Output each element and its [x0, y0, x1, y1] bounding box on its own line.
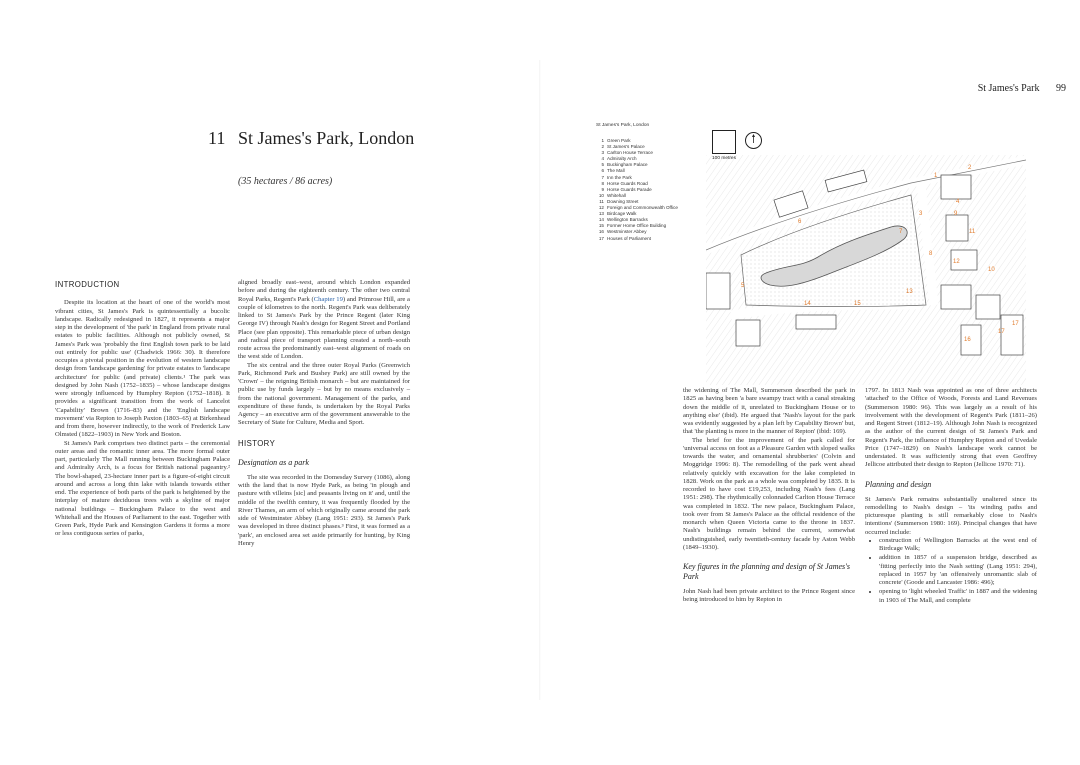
- paragraph: The brief for the improvement of the park called for 'universal access on foot as a Pleasure Garden with sloped walks towards the water, and ornamental shrubberies' (Colvin and Moggridge 1996: 8). The remodelling of the park went ahead relatively quickly with excavation for the lake completed in 1828. Work on the park as a whole was completed by 1835. It is recorded to have cost £19,253, including Nash's fees (Lang 1951: 298). The rhythmically colonnaded Carlton House Terrace was completed in 1832. The new palace, Buckingham Palace, took over from St James's Palace as the official residence of the monarch when Queen Victoria came to the throne in 1837. Nash's buildings remain behind the current, somewhat undistinguished, early twentieth-century facade by Aston Webb (1849–1930).: [683, 436, 855, 551]
- subheading-designation: Designation as a park: [238, 457, 309, 467]
- map-callout-7: 7: [899, 229, 903, 235]
- map-callout-8: 8: [929, 251, 933, 257]
- map-callout-1: 1: [934, 173, 938, 179]
- list-item: • opening to 'light wheeled Traffic' in 1887 and the widening in 1903 of The Mall, and complete: [879, 588, 1037, 605]
- map-frame-icon: [712, 130, 736, 154]
- column-3: [683, 387, 855, 605]
- legend-number: 16: [598, 229, 604, 235]
- section-heading-introduction: INTRODUCTION: [55, 280, 120, 289]
- legend-label: Admiralty Arch: [607, 156, 637, 162]
- map-callout-5: 5: [741, 283, 745, 289]
- legend-number: 17: [598, 235, 604, 241]
- column-2: [238, 279, 410, 548]
- map-callout-6: 6: [798, 219, 802, 225]
- map-callout-3: 3: [919, 211, 923, 217]
- subheading-planning-design: Planning and design: [865, 479, 932, 489]
- legend-label: Wellington Barracks: [607, 217, 648, 223]
- legend-label: Houses of Parliament: [607, 235, 651, 241]
- map-callout-12: 12: [953, 259, 960, 265]
- legend-number: 10: [598, 192, 604, 198]
- map-legend: [596, 138, 706, 242]
- legend-number: 9: [601, 186, 604, 192]
- legend-label: Birdcage Walk: [607, 211, 637, 217]
- legend-label: St James's Palace: [607, 144, 645, 150]
- list-item: • construction of Wellington Barracks at the west end of Birdcage Walk;: [879, 537, 1037, 554]
- north-arrow-icon: [745, 132, 762, 149]
- map-callout-14: 14: [804, 301, 811, 307]
- list-item: • addition in 1857 of a suspension bridge, described as 'fitting perfectly into the Nash setting' (Lang 1951: 294), replaced in 1957 by 'an offensively unromantic slab of concrete' (Goode and Lancaster 1986: 496);: [879, 554, 1037, 587]
- legend-number: 13: [598, 211, 604, 217]
- legend-number: 4: [601, 156, 604, 162]
- legend-number: 3: [601, 150, 604, 156]
- paragraph: the widening of The Mall, Summerson described the park in 1825 as having been 'a bare swampy tract with a canal streaking down the middle of it, unrelated to Buckingham House or to anything else' (ibid). He argued that 'Nash's layout for the park was evidently suggested by a plan left by Capability Brown' but, that 'the planting is more in the manner of Repton' (ibid: 169).: [683, 387, 855, 436]
- legend-number: 7: [601, 174, 604, 180]
- legend-label: Green Park: [607, 138, 631, 143]
- subheading-key-figures: Key figures in the planning and design of St James's Park: [683, 562, 850, 581]
- column-4: [865, 387, 1037, 606]
- paragraph: Despite its location at the heart of one of the world's most vibrant cities, St James's Park is quintessentially a bucolic landscape. Radically redesigned in 1827, it represents a major step in the development of 'the park' in England from private rural estates to public facilities. Although not publicly owned, St James's Park was 'probably the first English town park to be laid out entirely for public use' (Chadwick 1966: 30). It therefore occupies a pivotal position in the evolution of western landscape design from 'landscape gardening' for private estates to 'landscape architecture' for public (and private) clients.¹ The park was designed by John Nash (1752–1835) – whose landscape designs were strongly influenced by Humphry Repton (1752–1818). It provides a significant transition from the work of Lancelot 'Capability' Brown (1716–83) and the 'English landscape movement' via Repton to Joseph Paxton (1803–65) at Birkenhead and from there, however indirectly, to the work of Frederick Law Olmsted (1822–1903) in New York and Boston.: [55, 299, 230, 439]
- paragraph: [238, 279, 410, 362]
- legend-number: 12: [598, 205, 604, 211]
- legend-label: The Mall: [607, 168, 625, 174]
- running-head: [978, 83, 1066, 94]
- legend-label: Westminster Abbey: [607, 229, 647, 235]
- map-callout-2: 2: [968, 165, 972, 171]
- map-callout-11: 11: [969, 229, 976, 235]
- legend-number: 8: [601, 180, 604, 186]
- column-1: [55, 279, 230, 539]
- map-callout-9: 9: [954, 211, 958, 217]
- changes-list: [865, 537, 1037, 605]
- paragraph: 1797. In 1813 Nash was appointed as one of three architects 'attached' to the Office of Woods, Forests and Land Revenues (Summerson 1980: 96). This was largely as a result of his involvement with the development of Regent's Park (1811–26) and Regent Street (1812–19). Although John Nash is recognized as the author of the current design of St James's Park and Regent's Park, the influence of Humphry Repton and of Uvedale Price (1747–1829) on Nash's landscape work cannot be understated. It was sufficiently strong that even Geoffrey Jellicoe attributed their design to Repton (Jellicoe 1970: 71).: [865, 387, 1037, 469]
- paragraph: St James's Park comprises two distinct parts – the ceremonial outer areas and the romantic inner area. The more formal outer part, particularly The Mall running between Buckingham Palace and Admiralty Arch, is a focus for British national pageantry.² The bowl-shaped, 23-hectare inner part is a figure-of-eight circuit around and across a long thin lake with islands towards either end. The experience of both parts of the park is heightened by the interplay of mature deciduous trees with a skyline of major national buildings – Buckingham Palace to the west and Whitehall and the Houses of Parliament to the east. Together with Green Park, Hyde Park and Kensington Gardens it forms a more or less contiguous series of parks,: [55, 439, 230, 538]
- map-callout-15: 15: [854, 301, 861, 307]
- chapter-number: 11: [208, 128, 226, 148]
- running-head-title: St James's Park: [977, 83, 1040, 94]
- chapter-title: St James's Park, London: [238, 128, 415, 148]
- paragraph: John Nash had been private architect to the Prince Regent since being introduced to him by Repton in: [683, 588, 855, 604]
- legend-label: Horse Guards Parade: [607, 186, 652, 192]
- legend-number: 14: [598, 217, 604, 223]
- paragraph: The site was recorded in the Domesday Survey (1086), along with the land that is now Hyde Park, as being 'in plough and pasture with villeins [sic] and peasants living on it' and, until the middle of the twelfth century, it was frequently flooded by the River Thames, an arm of which originally came around the park side of Westminster Abbey (Lang 1951: 293). St James's Park was developed in three distinct phases.³ First, it was formed as a 'park', an enclosed area set aside primarily for hunting, by King Henry: [238, 473, 410, 547]
- page-number: 99: [1056, 83, 1066, 94]
- legend-label: Inn the Park: [607, 174, 632, 180]
- legend-label: Buckingham Palace: [607, 162, 648, 168]
- map-callout-17: 17: [1012, 321, 1019, 327]
- legend-number: 5: [601, 162, 604, 168]
- map-title: St James's Park, London: [596, 123, 650, 128]
- legend-number: 6: [601, 168, 604, 174]
- text-run: ) and Primrose Hill, are a couple of kilometres to the north. Regent's Park was deliberately linked to St James's Park by the Prince Regent (later King George IV) through Nash's design for Regent Street and Portland Place (see plan opposite). This remarkable piece of urban design and radical piece of transport planning created a north–south route across the predominantly east–west alignment of roads on the west side of London.: [238, 295, 410, 361]
- map-callout-16: 16: [964, 337, 971, 343]
- map-callout-10: 10: [988, 267, 995, 273]
- text-run: aligned broadly east–west, around which London expanded before and during the eighteenth century. The other two central Royal Parks, Regent's Park (: [238, 279, 410, 303]
- legend-number: 2: [601, 144, 604, 150]
- chapter-link[interactable]: Chapter 19: [313, 295, 343, 303]
- legend-item: [596, 236, 706, 242]
- legend-label: Former Home Office Building: [607, 223, 667, 229]
- map-callout-17: 17: [998, 329, 1005, 335]
- legend-number: 1: [601, 138, 604, 143]
- park-map: [706, 155, 1026, 385]
- section-heading-history: HISTORY: [238, 438, 276, 448]
- legend-number: 11: [599, 198, 604, 204]
- legend-label: Horse Guards Road: [607, 180, 648, 186]
- page-gutter: [539, 60, 541, 700]
- legend-label: Downing Street: [607, 198, 639, 204]
- paragraph: St James's Park remains substantially unaltered since its remodelling to Nash's design – 'its winding paths and picturesque planting is still remarkably close to Nash's intentions' (Summerson 1980: 169). Principal changes that have occurred include:: [865, 495, 1037, 536]
- chapter-subtitle: (35 hectares / 86 acres): [238, 176, 333, 187]
- paragraph: The six central and the three outer Royal Parks (Greenwich Park, Richmond Park and Bushey Park) are still owned by the 'Crown' – the reigning British monarch – but are maintained for public use by funds largely – but by no means exclusively – from the national government. Management of the parks, and expenditure of these funds, is undertaken by the Royal Parks Agency – an executive arm of the government answerable to the Secretary of State for Culture, Media and Sport.: [238, 361, 410, 427]
- legend-label: Foreign and Commonwealth Office: [607, 205, 678, 211]
- legend-label: Whitehall: [607, 192, 626, 198]
- map-callout-13: 13: [906, 289, 913, 295]
- legend-label: Carlton House Terrace: [607, 150, 653, 156]
- map-callout-4: 4: [956, 199, 960, 205]
- legend-number: 15: [598, 223, 604, 229]
